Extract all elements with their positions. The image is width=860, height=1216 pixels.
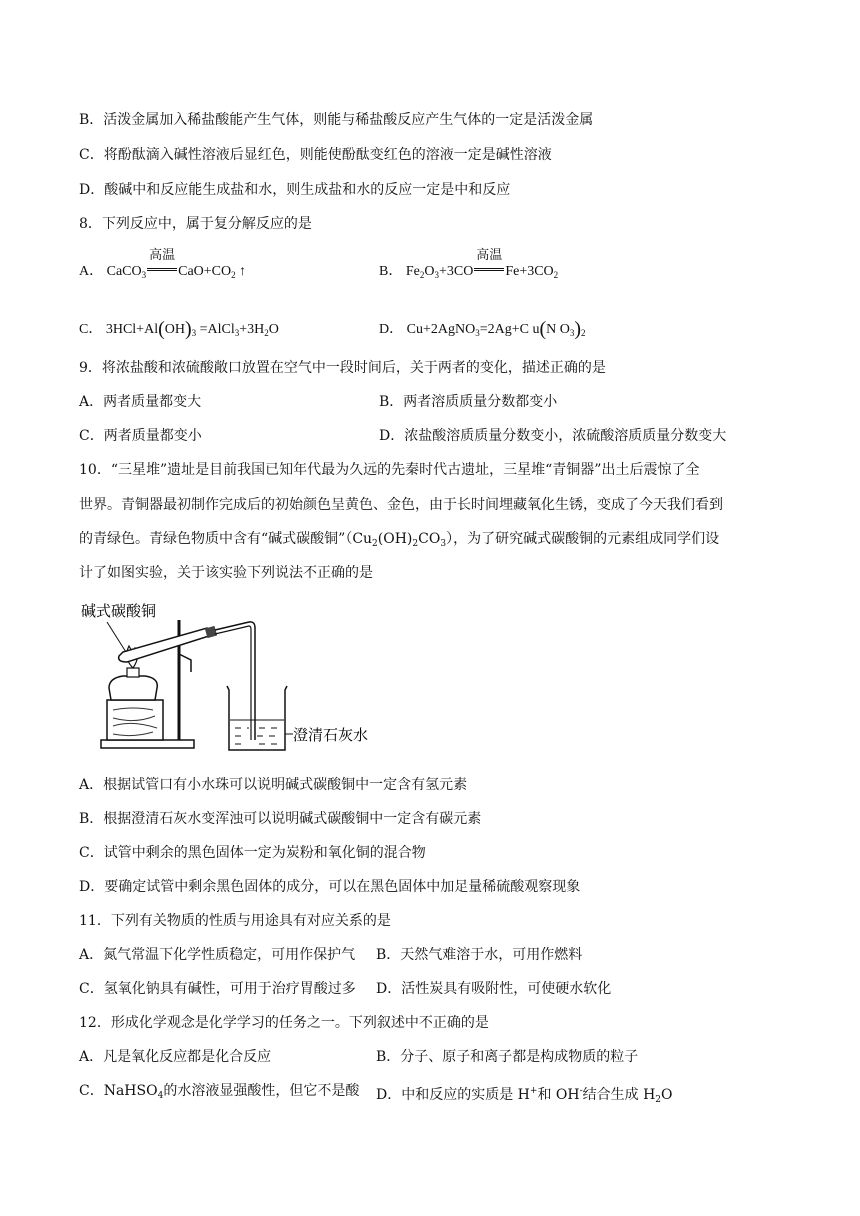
q8-a-condition: 高温 — [149, 247, 176, 262]
q11-option-d: D．活性炭具有吸附性，可使硬水软化 — [376, 981, 612, 997]
q7-option-b: B．活泼金属加入稀盐酸能产生气体，则能与稀盐酸反应产生气体的一定是活泼金属 — [79, 112, 594, 128]
q10-option-c: C．试管中剩余的黑色固体一定为炭粉和氧化铜的混合物 — [79, 845, 426, 861]
test-tube — [119, 628, 209, 662]
q8-c-label: C． — [79, 322, 103, 337]
delivery-tube — [215, 622, 255, 740]
q7-option-c: C．将酚酞滴入碱性溶液后显红色，则能使酚酞变红色的溶液一定是碱性溶液 — [79, 147, 552, 163]
figure-label-basic-copper-carbonate: 碱式碳酸铜 — [81, 602, 157, 620]
q8-a-label: A． — [79, 264, 104, 279]
q8-stem: 8．下列反应中，属于复分解反应的是 — [79, 216, 312, 232]
q12-option-b: B．分子、原子和离子都是构成物质的粒子 — [376, 1049, 639, 1065]
q12-option-d: D．中和反应的实质是 H+和 OH-结合生成 $H_2O$ — [376, 1086, 673, 1105]
figure-label-limewater: 澄清石灰水 — [293, 726, 369, 744]
q8-d-label: D． — [379, 322, 404, 337]
q10-stem-line3: 的青绿色。青绿色物质中含有“碱式碳酸铜$”(Cu_2(OH)_2CO_3)$，为了研究碱式碳酸铜的元素组成同学们设 — [79, 531, 720, 549]
q10-option-a: A．根据试管口有小水珠可以说明碱式碳酸铜中一定含有氢元素 — [79, 777, 468, 793]
alcohol-lamp — [109, 676, 157, 700]
q11-stem: 11．下列有关物质的性质与用途具有对应关系的是 — [79, 913, 391, 929]
q9-option-c: C．两者质量都变小 — [79, 428, 202, 444]
iron-stand-base — [101, 740, 194, 748]
q8-option-b: B． $Fe_2O_3+3CO$ 高温 $Fe+3CO_2$ — [379, 247, 559, 280]
q9-option-d: D．浓盐酸溶质质量分数变小，浓硫酸溶质质量分数变大 — [379, 428, 727, 444]
experiment-apparatus-figure — [79, 600, 379, 760]
q10-stem-line2: 世界。青铜器最初制作完成后的初始颜色呈黄色、金色，由于长时间埋藏氧化生锈，变成了今天我们看到 — [79, 497, 723, 513]
q8-option-a: A． CaCO$_3$ 高温 $CaO+CO_2$ ↑ — [79, 247, 247, 280]
q10-stem-line1: 10．“三星堆”遗址是目前我国已知年代最为久远的先秦时代古遗址，三星堆“青铜器”出土后震惊了全 — [79, 462, 700, 478]
q11-option-a: A．氮气常温下化学性质稳定，可用作保护气 — [79, 947, 356, 963]
q8-b-label: B． — [379, 264, 403, 279]
q12-option-a: A．凡是氧化反应都是化合反应 — [79, 1049, 272, 1065]
q12-option-c: C．NaHSO$_4$的水溶液显强酸性，但它不是酸 — [79, 1083, 360, 1101]
q12-stem: 12．形成化学观念是化学学习的任务之一。下列叙述中不正确的是 — [79, 1015, 489, 1031]
q10-stem-line4: 计了如图实验，关于该实验下列说法不正确的是 — [79, 565, 373, 581]
q7-option-d: D．酸碱中和反应能生成盐和水，则生成盐和水的反应一定是中和反应 — [79, 182, 511, 198]
q8-b-condition: 高温 — [476, 247, 503, 262]
q9-stem: 9．将浓盐酸和浓硫酸敞口放置在空气中一段时间后，关于两者的变化，描述正确的是 — [79, 360, 606, 376]
q11-option-b: B．天然气难溶于水，可用作燃料 — [376, 947, 583, 963]
q10-option-b: B．根据澄清石灰水变浑浊可以说明碱式碳酸铜中一定含有碳元素 — [79, 811, 482, 827]
beaker — [227, 686, 287, 750]
q10-option-d: D．要确定试管中剩余黑色固体的成分，可以在黑色固体中加足量稀硫酸观察现象 — [79, 879, 581, 895]
q9-option-a: A．两者质量都变大 — [79, 394, 202, 410]
q9-option-b: B．两者溶质质量分数都变小 — [379, 394, 558, 410]
q8-option-d: D． Cu+2AgNO$_3$=2Ag+C u(N $O_3)_2$ — [379, 318, 586, 340]
q11-option-c: C．氢氧化钠具有碱性，可用于治疗胃酸过多 — [79, 981, 356, 997]
q8-option-c: C． $3HCl+Al(OH)_3$ $=AlCl_3+3H_2O$ — [79, 318, 279, 340]
